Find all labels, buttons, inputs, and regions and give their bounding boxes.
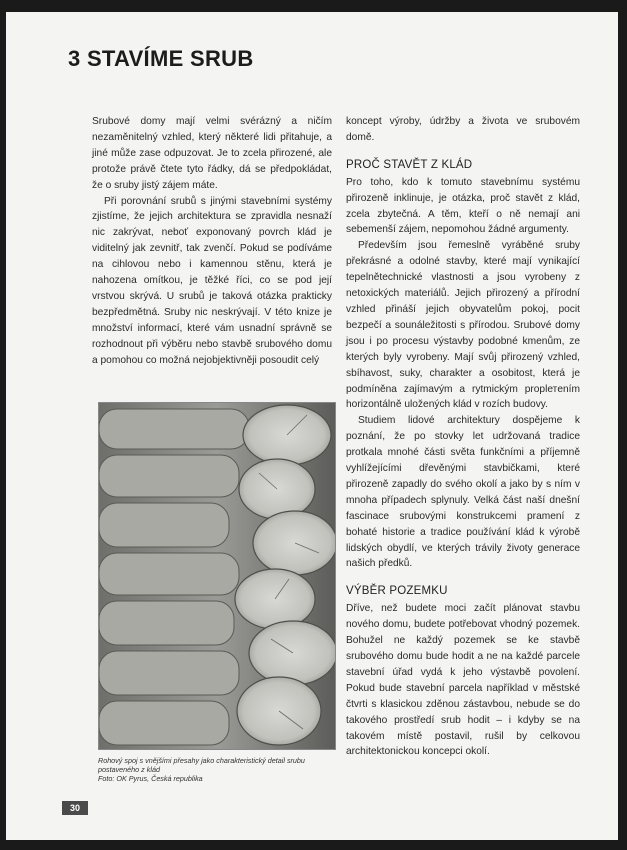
left-column xyxy=(92,114,332,369)
caption-text: Rohový spoj s vnějšími přesahy jako charakteristický detail srubu postaveného z klád xyxy=(98,756,305,775)
paragraph: koncept výroby, údržby a života ve srubovém domě. xyxy=(346,116,580,143)
section-heading: PROČ STAVĚT Z KLÁD xyxy=(346,158,473,171)
paragraph: Při porovnání srubů s jinými stavebními systémy zjistíme, že jejich architektura se zpravidla nesnaží nic zakrývat, neboť exponovaný povrch klád je viditelný jak zevnitř, tak zvenčí. Pokud se podíváme na cihlovou nebo i kamennou stěnu, která je nahozena omítkou, je těžké říci, co se pod její vrstvou skrývá. U srubů je taková otázka prakticky bezpředmětná. Sruby nic neskrývají. V této knize je množství informací, které vám usnadní správně se rozhodnout při výběru nebo stavbě srubového domu a pomohou co možná nejobjektivněji posoudit celý xyxy=(92,195,332,366)
photo-credit: Foto: OK Pyrus, Česká republika xyxy=(98,774,203,784)
paragraph: Studiem lidové architektury dospějeme k poznání, že po stovky let udržovaná tradice protkala mnohé části světa funkčními a příjemně vyhlížejícími dřevěnými stavbičkami, které přirozeně zapadly do svého okolí a jako by s ním v mnoha případech splynuly. Velká část naší dnešní fascinace srubovými konstrukcemi pramení z bohaté historie a tradice používání klád k výrobě lidských obydlí, ve kterých trávily životy generace našich předků. xyxy=(346,415,580,570)
paragraph: Pro toho, kdo k tomuto stavebnímu systému přirozeně inklinuje, je otázka, proč stavět z klád, zcela zbytečná. A těm, kteří o ně nemají ani sebemenší zájem, nepomohou žádné argumenty. xyxy=(346,176,580,236)
log-corner-photo xyxy=(98,402,336,750)
paragraph: Především jsou řemeslně vyráběné sruby překrásné a odolné stavby, které mají vynikající tepelnětechnické vlastnosti a jsou vyrobeny z netoxických materiálů. Jejich přirozený a přírodní vzhled přináší jejich obyvatelům pokoj, pocit bezpečí a sounáležitosti s přírodou. Srubové domy jsou i po procesu výstavby podobné kmenům, ze kterých byly vyrobeny. Mají svůj přirozený vzhled, sbíhavost, suky, charakter a osobitost, která je podmíněna zajímavým a rytmickým proplетením horizontálně uložených klád v rozích budovy. xyxy=(346,240,580,411)
figure-caption xyxy=(98,756,336,784)
chapter-title: 3 STAVÍME SRUB xyxy=(68,46,254,71)
page-number: 30 xyxy=(62,801,88,815)
paragraph: Dříve, než budete moci začít plánovat stavbu nového domu, budete potřebovat vhodný pozemek. Bohužel ne každý pozemek se ke stavbě srubového domu bude hodit a ne na každé parcele stavební úřad vydá k jeho výstavbě povolení. Pokud bude stavební parcela například v městské čtvrti s klasickou zděnou zástavbou, nebude se do takového prostředí srub hodit – i kdyby se na takovém místě postavil, rušil by celkovou architektonickou koncepci okolí. xyxy=(346,603,580,758)
paragraph: Srubové domy mají velmi svérázný a ničím nezaměnitelný vzhled, který některé lidi přitahuje, a jiné může zase odpuzovat. Je to zcela přirozené, ale protože právě čtete tyto řádky, dá se předpokládat, že o sruby jistý zájem máte. xyxy=(92,116,332,191)
section-heading: VÝBĚR POZEMKU xyxy=(346,585,448,598)
book-page xyxy=(6,12,618,840)
right-column xyxy=(346,114,580,760)
